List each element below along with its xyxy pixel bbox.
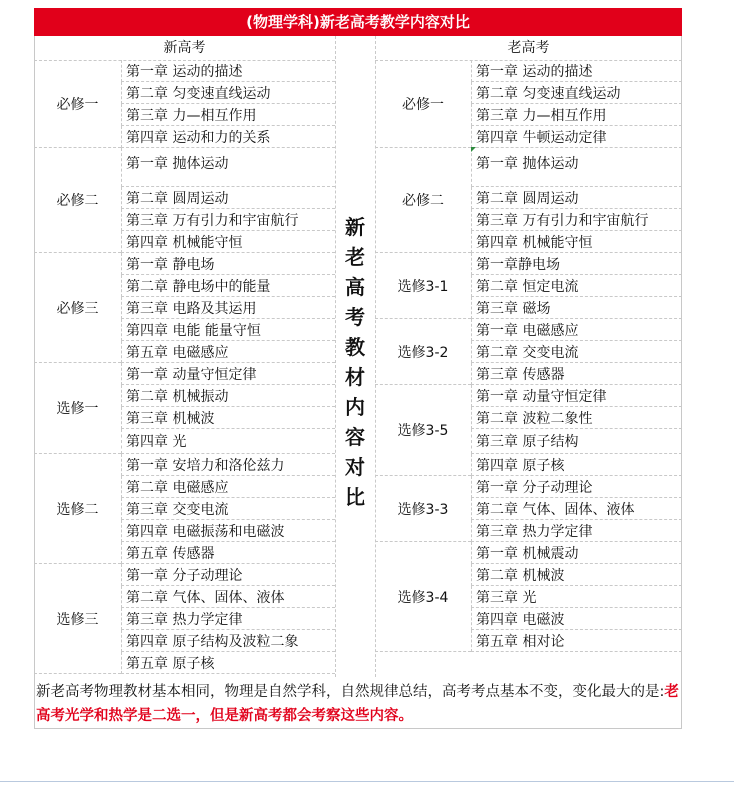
middle-char: 对 bbox=[345, 455, 365, 479]
middle-char: 考 bbox=[345, 305, 365, 329]
new-chapter-cell: 第二章 机械振动 bbox=[121, 385, 335, 407]
new-chapter-cell: 第五章 电磁感应 bbox=[121, 341, 335, 363]
new-module-label: 选修二 bbox=[34, 454, 121, 564]
old-chapter-cell: 第一章 动量守恒定律 bbox=[471, 385, 682, 407]
middle-char: 老 bbox=[345, 245, 365, 269]
new-chapter-cell: 第四章 原子结构及波粒二象 bbox=[121, 630, 335, 652]
new-chapter-cell: 第二章 气体、固体、液体 bbox=[121, 586, 335, 608]
middle-char: 材 bbox=[345, 365, 365, 389]
old-chapter-cell: 第三章 传感器 bbox=[471, 363, 682, 385]
old-module-label: 选修3-3 bbox=[375, 476, 471, 542]
new-module-label: 选修三 bbox=[34, 564, 121, 674]
old-chapter-cell: 第三章 磁场 bbox=[471, 297, 682, 319]
new-chapter-cell: 第四章 光 bbox=[121, 429, 335, 454]
old-chapter-cell: 第一章 电磁感应 bbox=[471, 319, 682, 341]
old-chapter-cell: 第一章静电场 bbox=[471, 253, 682, 275]
new-module-label: 必修一 bbox=[34, 60, 121, 148]
old-chapter-cell: 第五章 相对论 bbox=[471, 630, 682, 652]
new-chapter-cell: 第一章 运动的描述 bbox=[121, 60, 335, 82]
new-chapter-cell: 第一章 静电场 bbox=[121, 253, 335, 275]
middle-char: 教 bbox=[345, 335, 365, 359]
new-chapter-cell: 第四章 电能 能量守恒 bbox=[121, 319, 335, 341]
new-chapter-cell: 第一章 安培力和洛伦兹力 bbox=[121, 454, 335, 476]
middle-char: 容 bbox=[345, 425, 365, 449]
new-chapter-cell: 第五章 传感器 bbox=[121, 542, 335, 564]
comment-marker bbox=[471, 147, 476, 152]
new-module-label: 必修三 bbox=[34, 253, 121, 363]
middle-char: 新 bbox=[345, 215, 365, 239]
old-module-label: 选修3-1 bbox=[375, 253, 471, 319]
old-chapter-cell: 第四章 原子核 bbox=[471, 454, 682, 476]
new-chapter-cell: 第二章 电磁感应 bbox=[121, 476, 335, 498]
old-chapter-cell: 第二章 恒定电流 bbox=[471, 275, 682, 297]
old-chapter-cell: 第一章 抛体运动 bbox=[471, 148, 682, 187]
old-chapter-cell: 第三章 力—相互作用 bbox=[471, 104, 682, 126]
old-chapter-cell: 第三章 热力学定律 bbox=[471, 520, 682, 542]
old-chapter-cell: 第一章 机械震动 bbox=[471, 542, 682, 564]
old-chapter-cell: 第二章 波粒二象性 bbox=[471, 407, 682, 429]
old-module-label: 必修一 bbox=[375, 60, 471, 148]
old-chapter-cell: 第一章 分子动理论 bbox=[471, 476, 682, 498]
old-chapter-cell: 第二章 机械波 bbox=[471, 564, 682, 586]
new-chapter-cell: 第二章 静电场中的能量 bbox=[121, 275, 335, 297]
middle-char: 内 bbox=[345, 395, 365, 419]
new-chapter-cell: 第一章 分子动理论 bbox=[121, 564, 335, 586]
old-chapter-cell: 第一章 运动的描述 bbox=[471, 60, 682, 82]
old-chapter-cell: 第二章 匀变速直线运动 bbox=[471, 82, 682, 104]
new-chapter-cell: 第四章 电磁振荡和电磁波 bbox=[121, 520, 335, 542]
footer-note bbox=[36, 680, 680, 728]
old-chapter-cell: 第二章 交变电流 bbox=[471, 341, 682, 363]
new-chapter-cell: 第三章 电路及其运用 bbox=[121, 297, 335, 319]
table-title: (物理学科)新老高考教学内容对比 bbox=[34, 8, 682, 36]
old-module-label: 选修3-2 bbox=[375, 319, 471, 385]
old-chapter-cell: 第四章 电磁波 bbox=[471, 608, 682, 630]
old-chapter-cell: 第四章 机械能守恒 bbox=[471, 231, 682, 253]
old-chapter-cell: 第四章 牛顿运动定律 bbox=[471, 126, 682, 148]
new-chapter-cell: 第三章 热力学定律 bbox=[121, 608, 335, 630]
header-old: 老高考 bbox=[375, 36, 682, 61]
old-chapter-cell: 第三章 万有引力和宇宙航行 bbox=[471, 209, 682, 231]
footer-text: 新老高考物理教材基本相同，物理是自然学科，自然规律总结，高考考点基本不变，变化最大的是: bbox=[36, 684, 665, 700]
new-chapter-cell: 第四章 机械能守恒 bbox=[121, 231, 335, 253]
new-chapter-cell: 第三章 力—相互作用 bbox=[121, 104, 335, 126]
old-chapter-cell: 第二章 圆周运动 bbox=[471, 187, 682, 209]
new-chapter-cell: 第三章 万有引力和宇宙航行 bbox=[121, 209, 335, 231]
new-chapter-cell: 第二章 圆周运动 bbox=[121, 187, 335, 209]
new-chapter-cell: 第三章 机械波 bbox=[121, 407, 335, 429]
old-module-label: 必修二 bbox=[375, 148, 471, 253]
new-chapter-cell: 第五章 原子核 bbox=[121, 652, 335, 674]
page-bottom-rule bbox=[0, 781, 734, 782]
new-module-label: 必修二 bbox=[34, 148, 121, 253]
middle-char: 比 bbox=[345, 485, 365, 509]
old-chapter-cell: 第二章 气体、固体、液体 bbox=[471, 498, 682, 520]
new-module-label: 选修一 bbox=[34, 363, 121, 454]
old-module-label: 选修3-5 bbox=[375, 385, 471, 476]
middle-char: 高 bbox=[345, 275, 365, 299]
footer-highlight: 老高考光学和热学是二选一，但是新高考都会考察这些内容。 bbox=[36, 684, 679, 724]
new-chapter-cell: 第四章 运动和力的关系 bbox=[121, 126, 335, 148]
header-new: 新高考 bbox=[34, 36, 335, 61]
old-chapter-cell: 第三章 光 bbox=[471, 586, 682, 608]
new-chapter-cell: 第二章 匀变速直线运动 bbox=[121, 82, 335, 104]
old-module-label: 选修3-4 bbox=[375, 542, 471, 652]
old-chapter-cell: 第三章 原子结构 bbox=[471, 429, 682, 454]
new-chapter-cell: 第三章 交变电流 bbox=[121, 498, 335, 520]
new-chapter-cell: 第一章 动量守恒定律 bbox=[121, 363, 335, 385]
new-chapter-cell: 第一章 抛体运动 bbox=[121, 148, 335, 187]
middle-vertical-label bbox=[335, 212, 375, 512]
